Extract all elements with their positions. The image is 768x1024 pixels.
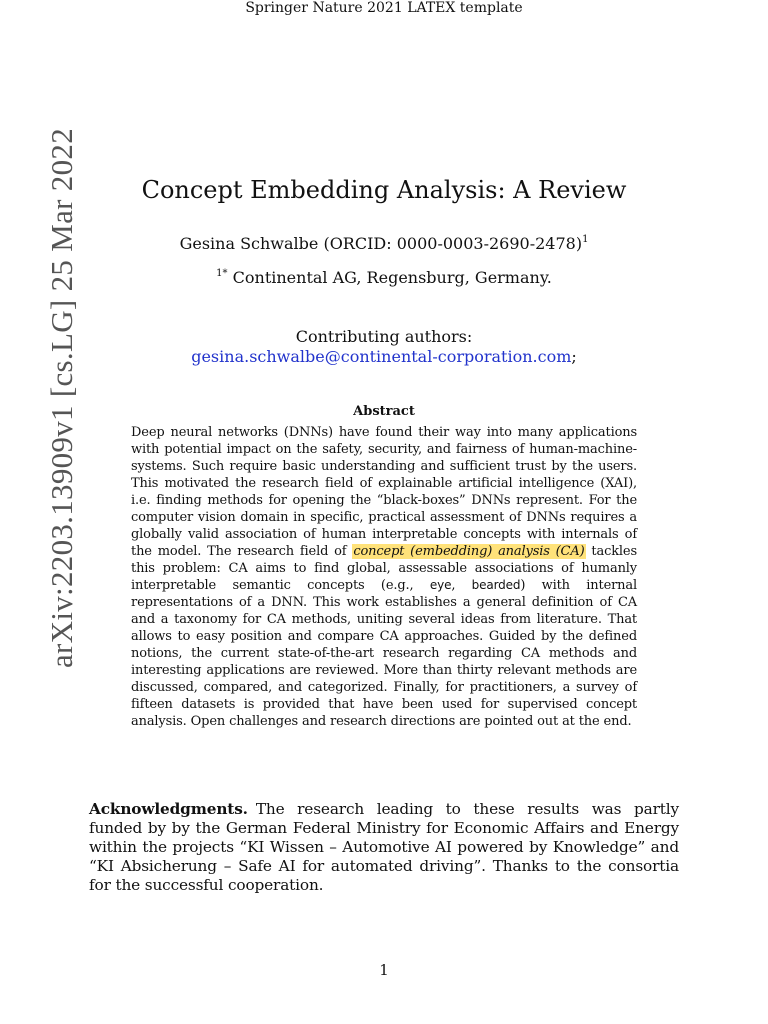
- acknowledgments-heading: Acknowledgments.: [89, 800, 248, 818]
- abstract-text-3: ) with internal representations of a DNN. This work establishes a general definition of CA and a taxonomy for CA methods, uniting several ideas from literature. That allows to easy position and compare CA approaches. Guided by the defined notions, the current state-of-the-art research regarding CA methods and interesting applications are reviewed. More than thirty relevant methods are discussed, compared, and categorized. Finally, for practitioners, a survey of fifteen datasets is provided that have been used for supervised concept analysis. Open challenges and research directions are pointed out at the end.: [131, 578, 638, 729]
- affiliation-marker: 1*: [216, 268, 228, 279]
- email-suffix: ;: [571, 347, 577, 366]
- arxiv-identifier: arXiv:2203.13909v1 [cs.LG] 25 Mar 2022: [44, 127, 79, 669]
- author-name: Gesina Schwalbe (ORCID: 0000-0003-2690-2478): [179, 234, 583, 253]
- author-affiliation-marker: 1: [582, 234, 589, 245]
- concept-example-bearded: bearded: [471, 578, 521, 592]
- contributing-authors-email-line: [0, 346, 768, 368]
- abstract-text-1: Deep neural networks (DNNs) have found their way into many applications with potential impact on the safety, security, and fairness of human-machine-systems. Such require basic understanding and sufficient trust by the users. This motivated the research field of explainable artificial intelligence (XAI), i.e. finding methods for opening the “black-boxes” DNNs represent. For the computer vision domain in specific, practical assessment of DNNs requires a globally valid association of human interpretable concepts with internals of the model. The research field of: [131, 425, 637, 559]
- abstract-body: [131, 424, 637, 730]
- concept-example-eye: eye: [429, 578, 452, 592]
- acknowledgments-text: The research leading to these results was partly funded by by the German Federal Ministry for Economic Affairs and Energy within the projects “KI Wissen – Automotive AI powered by Knowledge” and “KI Absicherung – Safe AI for automated driving”. Thanks to the consortia for the successful cooperation.: [89, 800, 679, 894]
- affiliation-text: Continental AG, Regensburg, Germany.: [232, 268, 552, 287]
- acknowledgments-paragraph: [89, 800, 679, 895]
- abstract-heading: Abstract: [353, 404, 415, 419]
- running-header: Springer Nature 2021 LATEX template: [245, 0, 523, 16]
- affiliation-line: [0, 267, 768, 289]
- author-line: [0, 233, 768, 255]
- highlighted-term: concept (embedding) analysis (CA): [353, 544, 585, 559]
- author-email-link[interactable]: gesina.schwalbe@continental-corporation.com: [191, 347, 572, 366]
- contributing-authors-heading: Contributing authors:: [295, 327, 473, 346]
- page-number: 1: [379, 961, 389, 979]
- paper-title: Concept Embedding Analysis: A Review: [141, 176, 627, 204]
- abstract-text-2: tackles this problem: CA aims to find global, assessable associations of humanly interpretable semantic concepts (e.g.,: [131, 544, 637, 593]
- example-separator: ,: [451, 578, 456, 593]
